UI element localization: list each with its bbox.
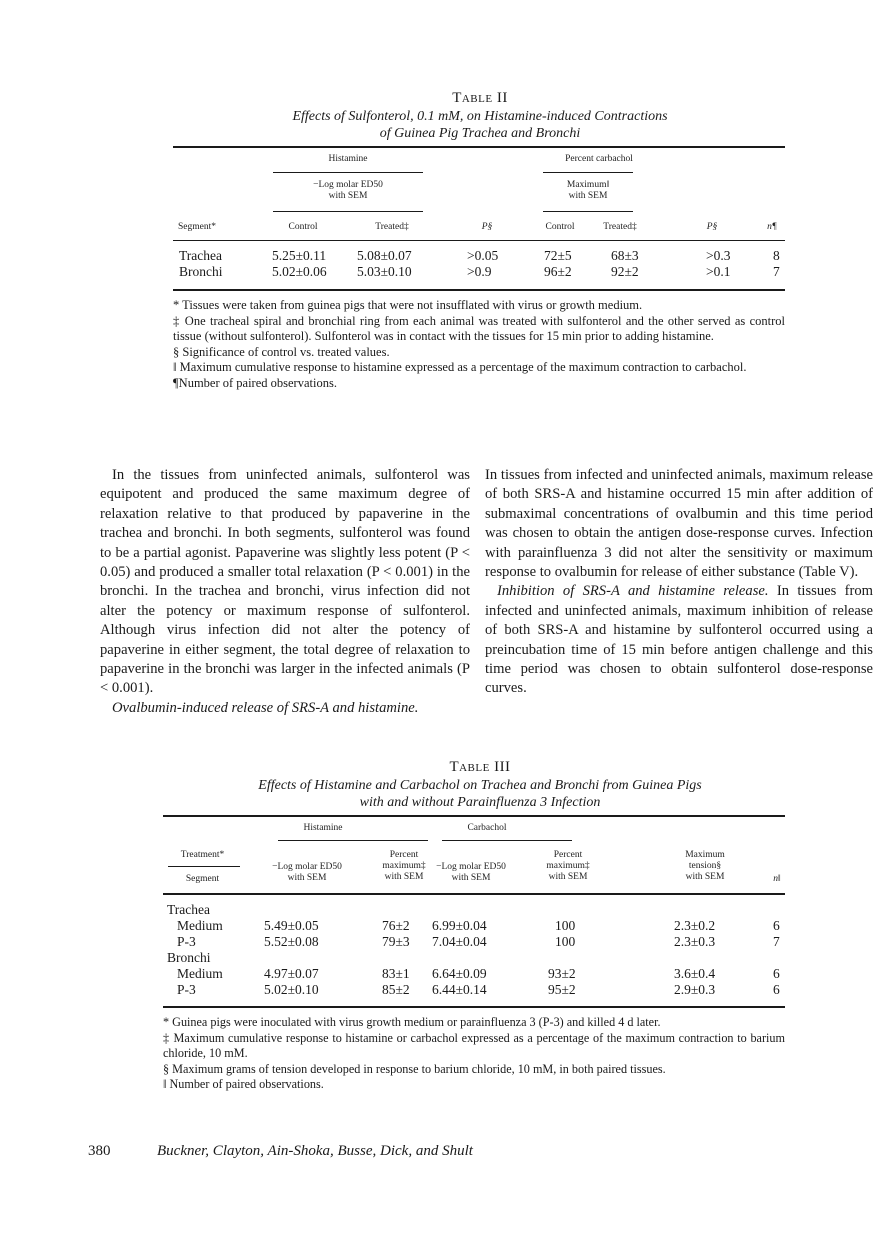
t3-c-pct-line1: Percent (553, 850, 583, 860)
t2-footnote: ‡ One tracheal spiral and bronchial ring from each animal was treated with sulfonterol and the other served as control tissue (without sulfonterol). Sulfonterol was in contact with the tissues for 15 min prior to adding histamine. (173, 313, 785, 343)
t2-cell-p2: >0.1 (706, 264, 731, 279)
t2-cell-treated2: 92±2 (611, 264, 639, 279)
t3-cell-c-pct: 93±2 (548, 966, 576, 981)
t2-cell-segment: Trachea (179, 248, 222, 263)
t3-carbachol-rule (442, 840, 572, 841)
table-2-bottom-rule (173, 289, 785, 291)
table-2-top-rule (173, 146, 785, 148)
t3-footnote: ‡ Maximum cumulative response to histamine or carbachol expressed as a percentage of the maximum contraction to barium chloride, 10 mM. (163, 1030, 785, 1060)
t2-cell-p1: >0.9 (467, 264, 492, 279)
table-3-caption-line-2: with and without Parainfluenza 3 Infection (359, 795, 601, 810)
t2-col-control-2: Control (545, 222, 575, 232)
right-heading-inhibition: Inhibition of SRS-A and histamine release. (497, 583, 769, 600)
t3-cell-h-pct: 79±3 (382, 934, 410, 949)
t3-group-bronchi: Bronchi (167, 950, 211, 965)
t3-col-tension (670, 850, 740, 883)
t2-col-segment: Segment* (178, 222, 216, 232)
t2-col-treated-2: Treated‡ (603, 222, 637, 232)
t3-footnote: § Maximum grams of tension developed in response to barium chloride, 10 mM, in both paired tissues. (163, 1061, 666, 1076)
t2-footnote: ¶Number of paired observations. (173, 375, 337, 390)
t3-cell-h-pct: 83±1 (382, 966, 410, 981)
table-2-caption-line-2: of Guinea Pig Trachea and Bronchi (379, 126, 581, 141)
t3-c-pct-line2: maximum‡ (546, 861, 590, 871)
t3-treatment-rule (168, 866, 240, 867)
t3-tension-line3: with SEM (685, 872, 725, 882)
t2-ed50-line2: with SEM (328, 191, 368, 201)
right-column (485, 466, 873, 699)
t3-col-c-ed50 (426, 862, 516, 884)
t2-header-maximum (543, 180, 633, 202)
t2-ed50-rule (273, 211, 423, 212)
t2-col-p-2: P§ (706, 222, 718, 232)
t2-footnote: ‖ Maximum cumulative response to histamine expressed as a percentage of the maximum contraction to carbachol. (173, 360, 747, 374)
t2-col-n: n¶ (767, 222, 777, 232)
t3-header-carbachol: Carbachol (467, 823, 507, 833)
left-column (100, 466, 470, 718)
t3-col-c-pct (538, 850, 598, 883)
t2-header-percent-carbachol: Percent carbachol (565, 154, 633, 164)
t3-cell-tension: 2.3±0.2 (674, 918, 716, 933)
t3-cell-label: Medium (177, 966, 223, 981)
right-paragraph-2-text: In tissues from infected and uninfected animals, maximum inhibition of release of both SRS-A and histamine by sulfonterol occurred using a preincubation time of 15 min before antigen challenge and this time period was chosen to obtain sulfonterol dose-response curves. (485, 583, 873, 697)
t3-h-ed50-line2: with SEM (287, 873, 327, 883)
t3-cell-tension: 2.3±0.3 (674, 934, 716, 949)
t3-c-pct-line3: with SEM (548, 872, 588, 882)
table-2-caption-line-1: Effects of Sulfonterol, 0.1 mM, on Histamine-induced Contractions (292, 109, 668, 124)
t3-cell-label: P-3 (177, 934, 196, 949)
t3-tension-line1: Maximum (685, 850, 725, 860)
t3-cell-c-ed50: 6.64±0.09 (432, 966, 487, 981)
t2-cell-p1: >0.05 (467, 248, 499, 263)
table-3-bottom-rule (163, 1006, 785, 1008)
t2-cell-control1: 5.25±0.11 (272, 248, 327, 263)
t2-carbachol-rule (543, 172, 633, 173)
left-paragraph-1: In the tissues from uninfected animals, sulfonterol was equipotent and produced the same maximum degree of relaxation relative to that produced by papaverine in the trachea and bronchi. In both segments, sulfonterol was found to be a partial agonist. Papaverine was slightly less potent (P < 0.05) and produced a smaller total relaxation (P < 0.001) in the bronchi. In the trachea and bronchi, virus infection did not alter the potency or maximum response of sulfonterol. Although virus infection did not alter the potency of papaverine in either segment, the total degree of relaxation to papaverine in the bronchi was larger in the infected animals (P < 0.001). (100, 467, 470, 697)
t2-cell-p2: >0.3 (706, 248, 731, 263)
t3-h-ed50-line1: −Log molar ED50 (272, 862, 342, 872)
t3-group-trachea: Trachea (167, 902, 210, 917)
t3-col-h-pct (374, 850, 434, 883)
t3-h-pct-line3: with SEM (384, 872, 424, 882)
t3-cell-label: Medium (177, 918, 223, 933)
t2-ed50-line1: −Log molar ED50 (313, 180, 383, 190)
t3-cell-n: 7 (773, 934, 780, 949)
t3-cell-tension: 3.6±0.4 (674, 966, 716, 981)
t2-cell-segment: Bronchi (179, 264, 223, 279)
page-number: 380 (88, 1143, 111, 1159)
t3-cell-n: 6 (773, 982, 780, 997)
table-3-label: Table III (449, 759, 511, 775)
t3-tension-line2: tension§ (688, 861, 722, 871)
t3-cell-c-pct: 100 (555, 918, 576, 933)
t3-histamine-rule (278, 840, 428, 841)
t3-cell-n: 6 (773, 966, 780, 981)
t2-cell-n: 7 (773, 264, 780, 279)
t3-col-segment: Segment (185, 874, 220, 884)
t2-footnote: § Significance of control vs. treated values. (173, 344, 390, 359)
t3-col-treatment: Treatment* (180, 850, 225, 860)
table-3-caption-line-1: Effects of Histamine and Carbachol on Trachea and Bronchi from Guinea Pigs (258, 778, 702, 793)
t2-cell-control1: 5.02±0.06 (272, 264, 327, 279)
t3-c-ed50-line1: −Log molar ED50 (436, 862, 506, 872)
t3-cell-c-pct: 100 (555, 934, 576, 949)
t3-cell-n: 6 (773, 918, 780, 933)
t3-cell-h-pct: 76±2 (382, 918, 410, 933)
t2-max-line2: with SEM (568, 191, 608, 201)
t3-cell-h-ed50: 5.02±0.10 (264, 982, 319, 997)
t3-col-h-ed50 (262, 862, 352, 884)
t3-footnote: ‖ Number of paired observations. (163, 1077, 324, 1091)
t2-header-rule (173, 240, 785, 241)
running-authors: Buckner, Clayton, Ain-Shoka, Busse, Dick, and Shult (157, 1143, 473, 1159)
t2-cell-n: 8 (773, 248, 780, 263)
table-2-label: Table II (452, 90, 508, 106)
right-paragraph-2 (485, 582, 873, 698)
t3-cell-h-ed50: 4.97±0.07 (264, 966, 319, 981)
t3-cell-tension: 2.9±0.3 (674, 982, 716, 997)
left-heading-ovalbumin: Ovalbumin-induced release of SRS-A and histamine. (112, 699, 419, 716)
t2-header-ed50 (273, 180, 423, 202)
table-3-top-rule (163, 815, 785, 817)
t3-cell-h-ed50: 5.49±0.05 (264, 918, 319, 933)
t3-h-pct-line1: Percent (389, 850, 419, 860)
t3-cell-c-ed50: 7.04±0.04 (432, 934, 487, 949)
t2-col-treated-1: Treated‡ (375, 222, 409, 232)
right-paragraph-1: In tissues from infected and uninfected animals, maximum release of both SRS-A and histamine occurred 15 min after addition of submaximal concentrations of ovalbumin and this time period was chosen to obtain the antigen dose-response curves. Infection with parainfluenza 3 did not alter the sensitivity or maximum response to ovalbumin for release of either substance (Table V). (485, 467, 873, 581)
t2-header-histamine: Histamine (328, 154, 368, 164)
t3-footnote: * Guinea pigs were inoculated with virus growth medium or parainfluenza 3 (P-3) and killed 4 d later. (163, 1015, 661, 1029)
t3-header-histamine: Histamine (303, 823, 343, 833)
t3-h-pct-line2: maximum‡ (382, 861, 426, 871)
t2-col-p-1: P§ (481, 222, 493, 232)
t2-cell-treated2: 68±3 (611, 248, 639, 263)
t3-cell-c-pct: 95±2 (548, 982, 576, 997)
t3-header-rule (163, 893, 785, 895)
t2-max-rule (543, 211, 633, 212)
t2-max-line1: Maximum‖ (566, 180, 610, 190)
t2-cell-treated1: 5.03±0.10 (357, 264, 412, 279)
t2-cell-control2: 72±5 (544, 248, 572, 263)
t2-footnote: * Tissues were taken from guinea pigs that were not insufflated with virus or growth medium. (173, 298, 643, 312)
t3-cell-c-ed50: 6.44±0.14 (432, 982, 487, 997)
t2-cell-treated1: 5.08±0.07 (357, 248, 412, 263)
t3-cell-c-ed50: 6.99±0.04 (432, 918, 487, 933)
t3-col-n: n‖ (773, 874, 781, 884)
t3-cell-label: P-3 (177, 982, 196, 997)
table-2-footnotes (173, 298, 785, 391)
t3-cell-h-ed50: 5.52±0.08 (264, 934, 319, 949)
t2-col-control-1: Control (288, 222, 318, 232)
t2-cell-control2: 96±2 (544, 264, 572, 279)
t2-histamine-rule (273, 172, 423, 173)
table-3-footnotes (163, 1015, 785, 1093)
t3-c-ed50-line2: with SEM (451, 873, 491, 883)
t3-cell-h-pct: 85±2 (382, 982, 410, 997)
